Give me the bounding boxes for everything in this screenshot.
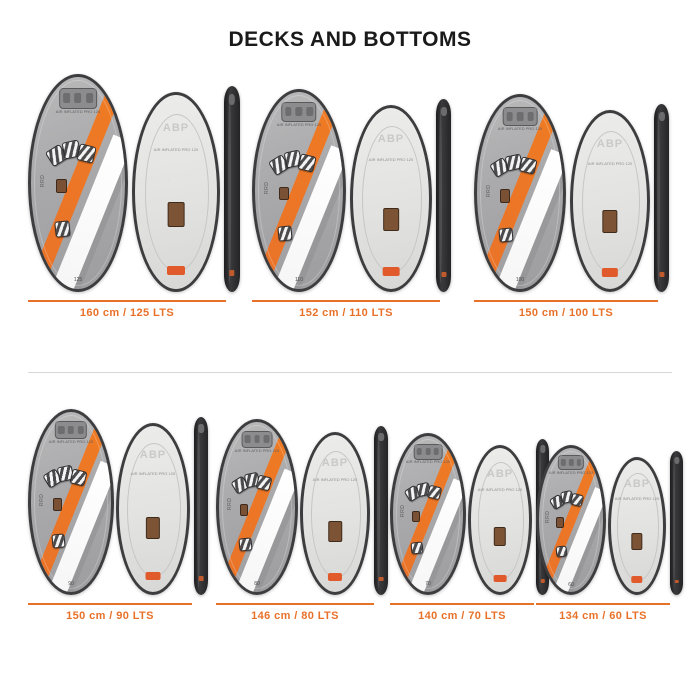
deck-logo: RRD <box>400 504 406 518</box>
carry-handle <box>412 511 420 522</box>
valve <box>602 210 617 233</box>
deck-top-text: AIR INFLATED PRO 120 <box>497 125 543 131</box>
brand-label: ABP <box>486 468 514 481</box>
board-group-134 <box>536 400 670 660</box>
bottom-label-strip <box>602 268 618 277</box>
bottom-mark: . <box>167 176 169 182</box>
bottom-label-strip <box>383 267 400 276</box>
footstrap <box>499 227 514 243</box>
bottom-view <box>116 423 190 595</box>
rail-view <box>436 99 451 292</box>
deck-view <box>28 74 128 292</box>
board-group-146 <box>216 400 374 660</box>
deck-size-badge: 60 <box>568 581 574 588</box>
bottom-view <box>132 92 220 292</box>
bottom-spec-text: AIR INFLATED PRO 120 <box>587 160 633 166</box>
deck-size-badge: 80 <box>254 580 260 587</box>
caption-text: 160 cm / 125 LTS <box>79 307 175 319</box>
bottom-spec-text: AIR INFLATED PRO 120 <box>614 495 660 501</box>
caption-text: 150 cm / 90 LTS <box>66 610 154 622</box>
brand-label: ABP <box>321 456 349 469</box>
footstrap <box>555 545 567 557</box>
deck-view <box>28 409 114 595</box>
bottom-label-strip <box>328 573 342 581</box>
caption-160 <box>28 300 226 319</box>
bottom-view <box>608 457 666 595</box>
board-group-152 <box>252 62 440 332</box>
valve <box>328 521 342 542</box>
bottom-view <box>300 432 370 595</box>
deck-view <box>252 89 346 292</box>
deck-logo: RRD <box>545 510 552 523</box>
deck-logo: RRD <box>40 174 47 188</box>
caption-134 <box>536 603 670 622</box>
rail-view <box>654 104 669 292</box>
bottom-spec-text: AIR INFLATED PRO 120 <box>130 470 176 476</box>
board-group-150-100 <box>474 62 658 332</box>
nose-pad <box>242 431 273 448</box>
deck-size-badge: 70 <box>425 581 431 588</box>
bottom-label-strip <box>146 572 161 580</box>
deck-top-text: AIR INFLATED PRO 120 <box>548 469 594 475</box>
deck-view <box>474 94 566 292</box>
caption-text: 134 cm / 60 LTS <box>559 610 647 622</box>
nose-pad <box>558 455 584 470</box>
brand-label: ABP <box>596 137 624 150</box>
carry-handle <box>500 189 510 203</box>
footstrap <box>55 220 72 237</box>
deck-view <box>390 433 466 595</box>
caption-150-90 <box>28 603 192 622</box>
deck-size-badge: 125 <box>73 276 83 283</box>
caption-text: 140 cm / 70 LTS <box>418 610 506 622</box>
bottom-spec-text: AIR INFLATED PRO 120 <box>477 486 523 492</box>
valve <box>168 202 185 227</box>
rail-view <box>194 417 208 595</box>
deck-logo: RRD <box>263 182 270 195</box>
valve <box>494 527 506 546</box>
brand-label: ABP <box>623 478 651 491</box>
rail-view <box>374 426 388 595</box>
bottom-label-strip <box>167 266 185 276</box>
footstrap <box>411 541 424 554</box>
caption-152 <box>252 300 440 319</box>
footstrap <box>51 534 66 549</box>
bottom-spec-text: AIR INFLATED PRO 120 <box>153 147 199 153</box>
caption-140 <box>390 603 534 622</box>
bottom-spec-text: AIR INFLATED PRO 120 <box>312 477 358 483</box>
deck-view <box>216 419 298 595</box>
page-title: DECKS AND BOTTOMS <box>228 28 472 51</box>
nose-pad <box>55 421 87 439</box>
valve <box>146 517 160 539</box>
board-row-bottom <box>0 400 700 660</box>
carry-handle <box>279 187 289 201</box>
rail-view <box>670 451 683 595</box>
deck-top-text: AIR INFLATED PRO 120 <box>405 459 451 465</box>
deck-top-text: AIR INFLATED PRO 120 <box>48 439 94 444</box>
brand-label: ABP <box>162 122 190 135</box>
deck-view <box>536 445 606 595</box>
bottom-spec-text: AIR INFLATED PRO 120 <box>368 156 414 162</box>
rail-view <box>224 86 240 292</box>
caption-text: 152 cm / 110 LTS <box>299 307 393 319</box>
valve <box>383 208 399 232</box>
nose-pad <box>503 107 538 126</box>
row-divider <box>28 372 672 373</box>
deck-top-text: AIR INFLATED PRO 120 <box>276 121 322 127</box>
bottom-view <box>350 105 432 292</box>
carry-handle <box>240 504 249 516</box>
bottom-label-strip <box>631 576 642 583</box>
board-row-top <box>0 62 700 332</box>
nose-pad <box>281 102 316 122</box>
carry-handle <box>556 517 564 528</box>
deck-size-badge: 100 <box>515 277 525 284</box>
carry-handle <box>53 498 62 511</box>
nose-pad <box>59 88 97 109</box>
deck-top-text: AIR INFLATED PRO 120 <box>55 108 101 114</box>
board-group-160 <box>28 62 226 332</box>
nose-pad <box>414 444 443 460</box>
footstrap <box>277 225 293 241</box>
caption-146 <box>216 603 374 622</box>
valve <box>631 533 642 551</box>
deck-size-badge: 90 <box>68 580 74 587</box>
brand-label: ABP <box>377 133 405 146</box>
footstrap <box>238 537 252 551</box>
deck-logo: RRD <box>226 498 233 511</box>
caption-150-100 <box>474 300 658 319</box>
board-group-150-90 <box>28 400 192 660</box>
bottom-label-strip <box>494 575 507 582</box>
caption-text: 146 cm / 80 LTS <box>251 610 339 622</box>
bottom-view <box>468 445 532 595</box>
deck-top-text: AIR INFLATED PRO 120 <box>234 447 280 453</box>
caption-text: 150 cm / 100 LTS <box>518 307 614 319</box>
deck-logo: RRD <box>485 184 492 197</box>
carry-handle <box>56 179 66 194</box>
deck-logo: RRD <box>39 493 45 506</box>
board-group-140 <box>390 400 534 660</box>
bottom-view <box>570 110 650 292</box>
deck-size-badge: 110 <box>295 277 303 284</box>
brand-label: ABP <box>139 449 167 462</box>
